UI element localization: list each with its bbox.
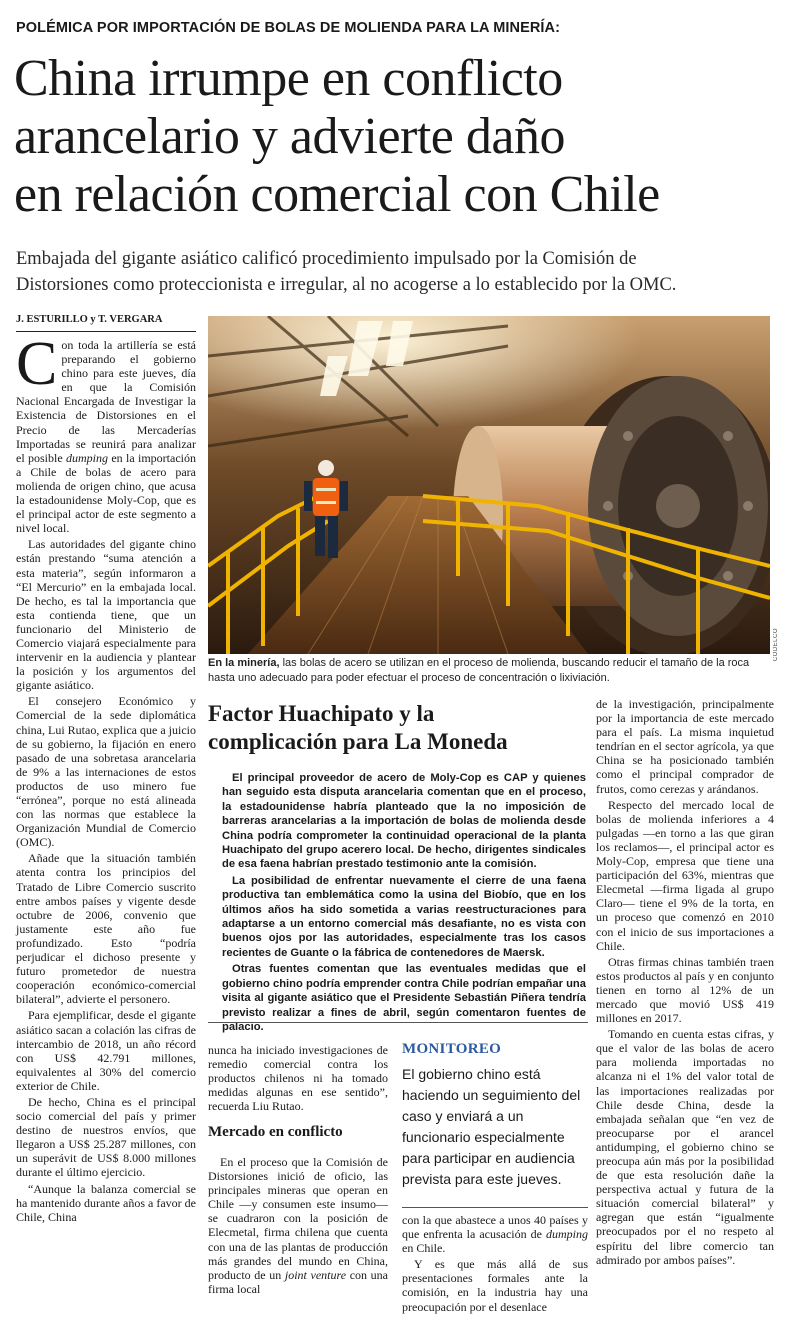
col3-p1-text-a: con la que abastece a unos 40 países y que enfrenta la acusación de [402, 1213, 588, 1242]
col1-paragraph-2: Las autoridades del gigante chino están prestando “suma atención a esta materia”, según informaron a “El Mercurio” en la embajada local. De hecho, es tal la importancia que esta contienda tiene, que un funcionario del Ministerio de Comercio viajará especialmente para intervenir en la audiencia y plantear la posición y los argumentos del gigante asiático. [16, 537, 196, 693]
col4-paragraph-1: de la investigación, principalmente por la importancia de este mercado para el país. La misma inquietud tendrían en el sector agrícola, ya que China se ha posicionado también como el principal comprador de frutos, como cerezas y arándanos. [596, 697, 774, 796]
column-4 [596, 697, 774, 1269]
col2-paragraph-2 [208, 1155, 388, 1296]
col1-paragraph-4: Añade que la situación también atenta contra los principios del Tratado de Libre Comercio suscrito entre ambos países y vigente desde octubre de 2006, convenio que justamente este año fue profundizado. Esto “podría perjudicar el dichoso presente y futuro prometedor de nuestra cooperación económico-comercial bilateral”, advierte el personero. [16, 851, 196, 1007]
headline [14, 50, 780, 224]
dek-line-1: Embajada del gigante asiático calificó procedimiento impulsado por la Comisión de [16, 249, 637, 269]
col3-p1-italic: dumping [546, 1227, 588, 1242]
col4-paragraph-2: Respecto del mercado local de bolas de molienda inferiores a 4 pulgadas —en torno a las que giran los reclamos—, el principal actor es Moly-Cop, empresa que tiene una participación del 63%, mientras que Elecmetal —firma ligada al grupo Claro— tiene el 9% de la torta, en un proceso que comenzó en 2010 con el inicio de sus importaciones a Chile. [596, 797, 774, 953]
caption-bold: En la minería, [208, 657, 280, 669]
col4-paragraph-4: Tomando en cuenta estas cifras, y que el valor de las bolas de acero para molienda importadas no alcanza ni el 1% del valor total de las importaciones realizadas por Chile desde China, desde la embajada señalan que “en vez de preocuparse por el arancel antidumping, el gobierno chino se preocupa aún más por la posibilidad de que esta resolución dañe la perspectiva actual y futura de la situación comercial bilateral” y agregan que están “igualmente preocupados por el no respeto al espíritu del libre comercio tan admirado por ambos países”. [596, 1027, 774, 1267]
monitoreo-line-1: El gobierno chino está [402, 1066, 541, 1082]
photo-caption [208, 656, 774, 685]
col3-p1-text-b: en Chile. [402, 1241, 446, 1256]
dek [16, 246, 776, 298]
col1-paragraph-3: El consejero Económico y Comercial de la sede diplomática china, Lui Rutao, explica que a juicio de su gobierno, la fijación en enero pasado de una sobretasa arancelaria de 9% a las internaciones de estos productos de uso minero fue “errónea”, porque no está alineada con las normas que establece la Organización Mundial de Comercio (OMC). [16, 694, 196, 850]
kicker: POLÉMICA POR IMPORTACIÓN DE BOLAS DE MOLIENDA PARA LA MINERÍA: [16, 20, 561, 36]
column-3 [402, 1213, 588, 1316]
factor-title [208, 700, 588, 756]
mining-photo [208, 316, 770, 654]
col1-paragraph-7: “Aunque la balanza comercial se ha mantenido durante años a favor de Chile, China [16, 1181, 196, 1224]
col1-p1-text-b: en la importación a Chile de bolas de acero para molienda de origen chino, que acusa la estadounidense Moly-Cop, que es el principal actor de este segmento a nivel local. [16, 450, 196, 536]
col1-p1-italic: dumping [66, 450, 108, 465]
col1-paragraph-6: De hecho, China es el principal socio comercial del país y primer destino de nuestros envíos, que llegaron a US$ 25.287 millones, con un superávit de US$ 8.000 millones durante el último ejercicio. [16, 1094, 196, 1180]
monitoreo-body [402, 1064, 588, 1190]
monitoreo-line-3: caso y enviará a un [402, 1108, 524, 1124]
factor-paragraph-3: Otras fuentes comentan que las eventuales medidas que el gobierno chino podría emprender contra Chile podrían empañar una visita al gigante asiático que el Presidente Sebastián Piñera tendría previsto realizar a fines de abril, según comentaron fuentes de palacio. [222, 963, 586, 1033]
photo-credit: CODELCO [773, 628, 779, 662]
col2-paragraph-1: nunca ha iniciado investigaciones de remedio comercial contra los productos chilenos ni ha tomado medidas algunas en ese sentido”, recuerda Liu Rutao. [208, 1043, 388, 1114]
col1-p1-text-a: on toda la artillería se está preparando el gobierno chino para este jueves, día en que la Comisión Nacional Encargada de Investigar la Existencia de Distorsiones en el Precio de las Mercaderías Importadas se reunirá para analizar el posible [16, 338, 196, 465]
factor-box [222, 771, 586, 1036]
monitoreo-line-5: para participar en audiencia [402, 1150, 575, 1166]
byline: J. ESTURILLO y T. VERGARA [16, 314, 163, 325]
column-2 [208, 1043, 388, 1115]
monitoreo-rule [402, 1207, 588, 1208]
monitoreo-line-4: funcionario especialmente [402, 1129, 565, 1145]
monitoreo-title: MONITOREO [402, 1041, 502, 1057]
col4-paragraph-3: Otras firmas chinas también traen estos productos al país y en conjunto tienen en torno al 12% de un mercado que movió US$ 419 millones en 2017. [596, 954, 774, 1026]
monitoreo-line-6: prevista para este jueves. [402, 1171, 562, 1187]
factor-box-rule [208, 1022, 588, 1023]
mill-illustration [208, 316, 770, 654]
factor-paragraph-1: El principal proveedor de acero de Moly-Cop es CAP y quienes han seguido esta disputa arancelaria comentan que en el proceso, la estadounidense habría planteado que la no imposición de barreras arancelarias a la importación de bolas de molienda desde China podría comprometer la continuidad operacional de la planta Huachipato del grupo acerero local. De hecho, dirigentes sindicales de esa faena habrían prestado testimonio ante la comisión. [222, 772, 586, 871]
col2-p2-text-a: En el proceso que la Comisión de Distorsiones inició de oficio, las principales mineras que operan en Chile —y consumen este insumo— se cuadraron con la posición de Elecmetal, firma chilena que cuenta con una de las plantas de producción más grandes del mundo en China, producto de un [208, 1155, 388, 1282]
col2-p2-text-b: con una firma local [208, 1267, 389, 1296]
factor-title-line-2: complicación para La Moneda [208, 729, 508, 754]
col1-paragraph-5: Para ejemplificar, desde el gigante asiático sacan a colación las cifras de intercambio de 2018, un año récord con US$ 42.791 millones, equivalentes al 30% del comercio exterior de Chile. [16, 1008, 196, 1093]
column-2-lower [208, 1155, 388, 1298]
column-1 [16, 330, 196, 1226]
dek-line-2: Distorsiones como proteccionista e irregular, al no acogerse a lo establecido por la OMC. [16, 275, 677, 295]
col2-p2-italic: joint venture [284, 1267, 347, 1282]
col1-paragraph-1 [16, 330, 196, 536]
headline-line-2: arancelario y advierte daño [14, 108, 565, 165]
headline-line-1: China irrumpe en conflicto [14, 50, 563, 107]
headline-line-3: en relación comercial con Chile [14, 166, 660, 223]
factor-title-line-1: Factor Huachipato y la [208, 701, 435, 726]
monitoreo-line-2: haciendo un seguimiento del [402, 1087, 581, 1103]
factor-paragraph-2: La posibilidad de enfrentar nuevamente el cierre de una faena productiva tan emblemática como la usina del Biobío, que en los últimos años ha sido sometida a varias reestructuraciones para adaptarse a un entorno comercial más desafiante, no es vista con buenos ojos por las autoridades, especialmente tras los casos recientes de Guante o la fábrica de contenedores de Maersk. [222, 874, 586, 959]
caption-text: las bolas de acero se utilizan en el proceso de molienda, buscando reducir el tamaño de la roca hasta uno adecuado para poder efectuar el proceso de concentración o lixiviación. [208, 657, 750, 684]
col3-paragraph-2: Y es que más allá de sus presentaciones formales ante la comisión, en la industria hay una preocupación por el desenlace [402, 1257, 588, 1314]
section-title-mercado: Mercado en conflicto [208, 1124, 343, 1140]
dropcap: C [16, 330, 58, 398]
col3-paragraph-1 [402, 1213, 588, 1255]
